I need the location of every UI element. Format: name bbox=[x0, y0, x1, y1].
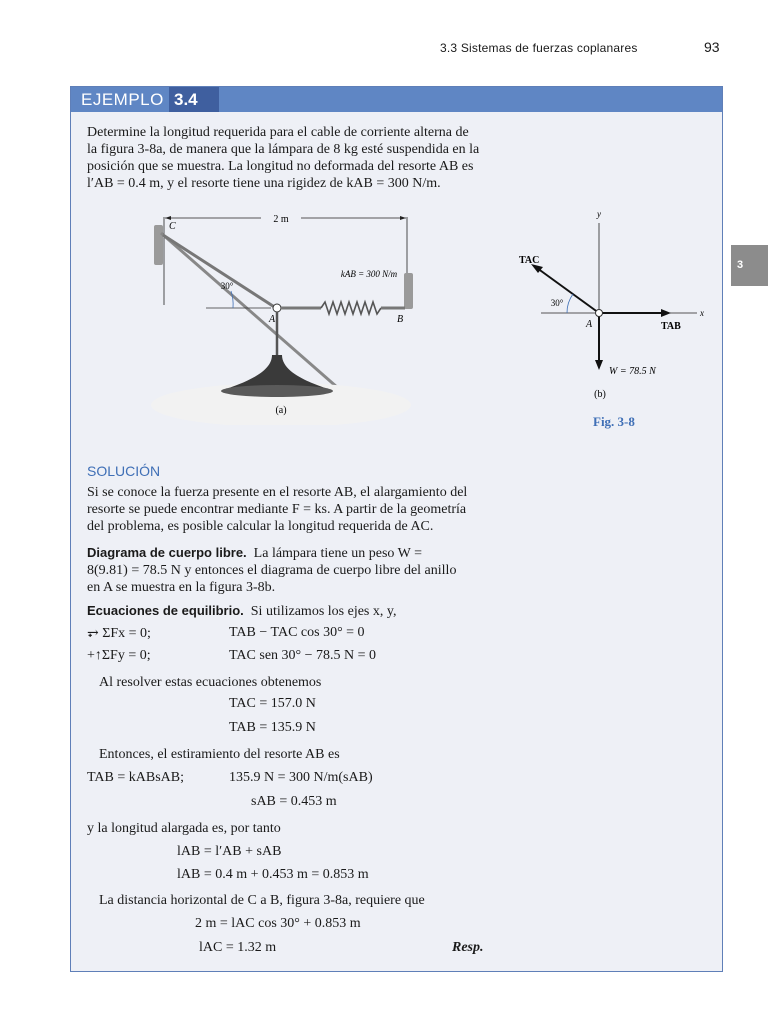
angle-30-label-a: 30° bbox=[220, 281, 234, 291]
point-A-label-b: A bbox=[586, 319, 593, 330]
problem-line: l′AB = 0.4 m, y el resorte tiene una rigidez de kAB = 300 N/m. bbox=[87, 176, 441, 191]
equilibrium-paragraph bbox=[87, 602, 489, 620]
example-number: 3.4 bbox=[169, 87, 219, 112]
solution-title: SOLUCIÓN bbox=[87, 463, 161, 479]
W-label: W = 78.5 N bbox=[609, 366, 656, 377]
intro-line: resorte se puede encontrar mediante F = ks. A partir de la geometría bbox=[87, 502, 467, 517]
equilibrium-text: Si utilizamos los ejes x, y, bbox=[250, 604, 397, 619]
figure-caption: Fig. 3-8 bbox=[593, 414, 635, 429]
angle-30-label-b: 30° bbox=[550, 298, 564, 308]
length-eq-2: lAB = 0.4 m + 0.453 m = 0.853 m bbox=[177, 867, 369, 882]
length-eq-1: lAB = l′AB + sAB bbox=[177, 844, 282, 859]
eq1-right: TAB − TAC cos 30° = 0 bbox=[229, 625, 365, 640]
y-axis-label: y bbox=[597, 209, 601, 219]
figure-a bbox=[141, 205, 421, 425]
solution-intro bbox=[87, 484, 489, 535]
stretch-text: Entonces, el estiramiento del resorte AB es bbox=[99, 747, 340, 762]
eq2-left: +↑ΣFy = 0; bbox=[87, 648, 151, 663]
fbd-line: 8(9.81) = 78.5 N y entonces el diagrama de cuerpo libre del anillo bbox=[87, 563, 457, 578]
result-TAC: TAC = 157.0 N bbox=[229, 696, 316, 711]
dimension-label: 2 m bbox=[273, 214, 289, 225]
eq2-right: TAC sen 30° − 78.5 N = 0 bbox=[229, 648, 377, 663]
intro-line: del problema, es posible calcular la longitud requerida de AC. bbox=[87, 519, 434, 534]
result-TAB: TAB = 135.9 N bbox=[229, 720, 316, 735]
example-label: EJEMPLO bbox=[81, 90, 164, 109]
x-axis-label: x bbox=[700, 308, 704, 318]
example-header bbox=[71, 87, 722, 112]
equilibrium-heading: Ecuaciones de equilibrio. bbox=[87, 603, 244, 618]
point-A-label-a: A bbox=[269, 314, 276, 325]
figure-b-caption: (b) bbox=[594, 389, 606, 400]
fbd-line-1 bbox=[87, 544, 489, 562]
fbd-text: La lámpara tiene un peso W = bbox=[253, 546, 422, 561]
point-B-label: B bbox=[397, 314, 404, 325]
problem-line: la figura 3-8a, de manera que la lámpara de 8 kg esté suspendida en la bbox=[87, 142, 480, 157]
example-box bbox=[70, 86, 723, 972]
point-C-label: C bbox=[169, 221, 176, 232]
eq1-left: ⥅ ΣFx = 0; bbox=[87, 626, 151, 641]
TAB-label: TAB bbox=[661, 321, 681, 332]
fbd-line: en A se muestra en la figura 3-8b. bbox=[87, 580, 276, 595]
chapter-tab: 3 bbox=[731, 245, 768, 286]
running-head-section: 3.3 Sistemas de fuerzas coplanares bbox=[440, 41, 638, 55]
spring-eq-right: 135.9 N = 300 N/m(sAB) bbox=[229, 770, 373, 785]
running-head bbox=[0, 40, 768, 60]
horizontal-text: La distancia horizontal de C a B, figura 3-8a, requiere que bbox=[99, 893, 425, 908]
problem-statement bbox=[87, 124, 489, 192]
problem-line: Determine la longitud requerida para el cable de corriente alterna de bbox=[87, 125, 469, 140]
fbd-heading: Diagrama de cuerpo libre. bbox=[87, 545, 247, 560]
stretch-result: sAB = 0.453 m bbox=[251, 794, 337, 809]
horizontal-eq-2: lAC = 1.32 m bbox=[199, 940, 277, 955]
length-text: y la longitud alargada es, por tanto bbox=[87, 821, 281, 836]
horizontal-eq-1: 2 m = lAC cos 30° + 0.853 m bbox=[195, 916, 361, 931]
TAC-label: TAC bbox=[519, 255, 540, 266]
problem-line: posición que se muestra. La longitud no deformada del resorte AB es bbox=[87, 159, 474, 174]
fbd-paragraph bbox=[87, 544, 489, 596]
answer-marker: Resp. bbox=[452, 940, 484, 955]
page-number: 93 bbox=[704, 39, 720, 55]
intro-line: Si se conoce la fuerza presente en el resorte AB, el alargamiento del bbox=[87, 485, 468, 500]
spring-label: kAB = 300 N/m bbox=[340, 269, 398, 279]
figure-a-caption: (a) bbox=[275, 405, 287, 416]
figure-b bbox=[501, 207, 711, 407]
spring-eq-left: TAB = kABsAB; bbox=[87, 770, 185, 785]
solve-text: Al resolver estas ecuaciones obtenemos bbox=[99, 675, 322, 690]
